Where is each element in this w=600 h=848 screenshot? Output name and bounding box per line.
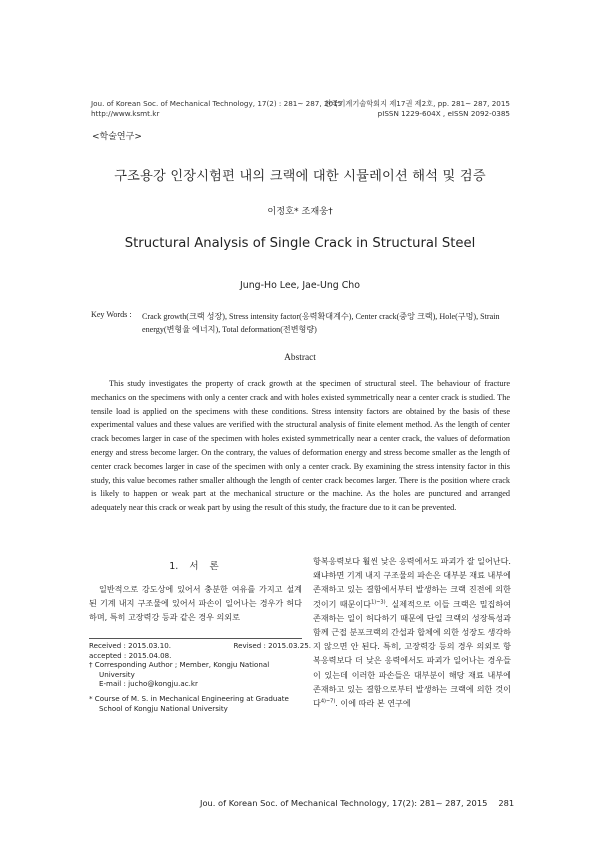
- keywords-label: Key Words :: [91, 310, 132, 319]
- keywords-list: Crack growth(크랙 성장), Stress intensity factor(응력확대계수), Center crack(중앙 크랙), Hole(구멍), Strain energy(변형율 에너지), Total deformation(전변형량): [142, 312, 500, 334]
- intro-right-text-2: . 실제적으로 이들 크랙은 밀집하여 존재하는 일이 허다하기 때문에 단일 크랙의 성장특성과 함께 근접 분포크랙의 간섭과 합체에 의한 성장도 생각하지 않으면 안 된다. 특히, 고장력강 등의 경우 의외로 항복응력보다 더 낮은 응력에서도 파괴가 일어나는 경우들이 있는데 이러한 파손들은 대부분이 해당 재료 내부에 존재하고 있는 결함으로부터 발생하는 크랙에 의한 것이다: [313, 598, 511, 709]
- citation-ref-1: 1)~3): [371, 598, 386, 605]
- title-english: Structural Analysis of Single Crack in Structural Steel: [124, 236, 476, 251]
- footnote-divider: [89, 638, 302, 639]
- journal-citation-korean-line: 한국기계기술학회지 제17권 제2호, pp. 281~ 287, 2015: [324, 99, 510, 108]
- page-footer: Jou. of Korean Soc. of Mechanical Technology, 17(2): 281~ 287, 2015 281: [200, 798, 515, 808]
- author-course-note: * Course of M. S. in Mechanical Engineering at Graduate: [89, 693, 289, 703]
- introduction-paragraph-left: 일반적으로 강도상에 있어서 충분한 여유를 가지고 설계된 기계 내지 구조물에 있어서 파손이 일어나는 경우가 허다하며, 특히 고장력강 등과 같은 경우 의외로: [89, 584, 302, 623]
- intro-right-text-3: . 이에 따라 본 연구에: [335, 698, 411, 709]
- title-korean: 구조용강 인장시험편 내의 크랙에 대한 시뮬레이션 해석 및 검증: [114, 169, 486, 184]
- introduction-paragraph-right: [313, 554, 511, 710]
- revised-date: Revised : 2015.03.25.: [233, 641, 311, 650]
- article-category: <학술연구>: [92, 132, 142, 142]
- author-course-note-cont: School of Kongju National University: [99, 703, 228, 713]
- journal-url[interactable]: http://www.ksmt.kr: [91, 108, 160, 118]
- corresponding-author: † Corresponding Author ; Member, Kongju National: [89, 660, 270, 670]
- accepted-date: accepted : 2015.04.08.: [89, 650, 172, 660]
- authors-korean: 이정호* 조재웅†: [267, 206, 333, 217]
- intro-right-text-1: 항복응력보다 훨씬 낮은 응력에서도 파괴가 잘 일어난다. 왜냐하면 기계 내지 구조물의 파손은 대부분 재료 내부에 존재하고 있는 결함에서부터 발생하는 크랙 진전에 의한 것이기 때문이다: [313, 556, 511, 609]
- issn-line: pISSN 1229-604X , eISSN 2092-0385: [377, 108, 510, 118]
- authors-english: Jung-Ho Lee, Jae-Ung Cho: [240, 280, 360, 291]
- author-email[interactable]: E-mail : jucho@kongju.ac.kr: [99, 679, 198, 689]
- journal-citation-line: Jou. of Korean Soc. of Mechanical Technology, 17(2) : 281~ 287, 2015: [91, 99, 343, 108]
- citation-ref-2: 4)~7): [320, 698, 336, 705]
- abstract-body: This study investigates the property of crack growth at the specimen of structural steel. The behaviour of fracture mechanics on the specimens with only a center crack and with holes existed symmetrically near a center crack is studied. The tensile load is applied on the specimens with these conditions. Stress intensity factors are obtained by the basis of these experimental values and these values are verified with the structural analysis of finite element method. As the length of center crack becomes larger in case of the specimen with holes existed symmetrically near a center crack, the values of deformation energy and stress become larger. On the contrary, the values of deformation energy and stress become smaller as the length of center crack becomes larger in case of the specimen with only a center crack. By examining the stress intensity factor in this study, this value becomes rather smaller although the length of center crack becomes larger. There is the position where crack is likely to happen or weak part at the mechanical structure or the machine. As the holes are punctured and arranged adequately near this crack or weak part by using the result of this study, the fracture due to it can be prevented.: [91, 379, 510, 513]
- section-heading-introduction: 1. 서 론: [169, 561, 219, 572]
- footnotes: [89, 641, 311, 713]
- corresponding-affiliation: University: [99, 669, 135, 679]
- journal-citation-korean: [300, 99, 510, 118]
- received-date: Received : 2015.03.10.: [89, 641, 172, 650]
- abstract-heading: Abstract: [284, 353, 316, 363]
